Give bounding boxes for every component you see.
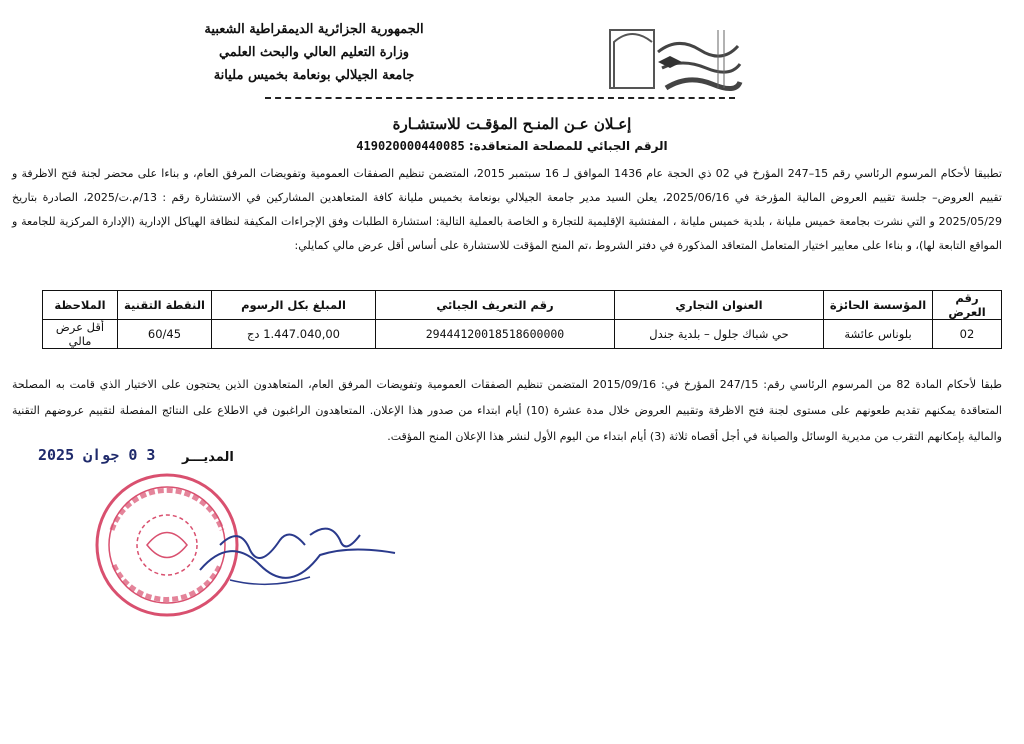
table-row [43, 320, 1002, 349]
table-header-row [43, 291, 1002, 320]
cell-tech-score: 60/45 [118, 320, 212, 349]
col-offer-no: رقم العرض [933, 291, 1002, 320]
university-line: جامعة الجيلالي بونعامة بخميس مليانة [213, 68, 415, 83]
date-stamp: 3 0 جوان 2025 [38, 446, 156, 464]
header-divider [265, 97, 735, 99]
col-tech-score: النقطة التقنية [118, 291, 212, 320]
handwritten-signature [190, 515, 400, 595]
republic-line: الجمهورية الجزائرية الديمقراطية الشعبية [204, 22, 424, 37]
col-tax-id: رقم التعريف الجبائي [376, 291, 615, 320]
col-note: الملاحظة [43, 291, 118, 320]
col-amount: المبلغ بكل الرسوم [212, 291, 376, 320]
ministry-header [164, 18, 464, 87]
cell-address: حي شباك جلول – بلدية جندل [615, 320, 824, 349]
announcement-title: إعـلان عـن المنـح المؤقـت للاستشـارة [392, 115, 632, 133]
ministry-line: وزارة التعليم العالي والبحث العلمي [218, 45, 410, 60]
service-tax-id [0, 139, 1024, 153]
director-label: المديـــر [182, 450, 234, 465]
appeal-paragraph: طبقا لأحكام المادة 82 من المرسوم الرئاسي رقم: 247/15 المؤرخ في: 2015/09/16 المتضمن تنظيم الصفقات العمومية وتفويضات المرفق العام، المتعاهدون الذين يحتجون على الاختيار الذي قامت به المصلحة المتعاقدة يمكنهم تقديم طعونهم على مستوى لجنة فتح الاظرفة وتقييم العروض خلال مدة عشرة (10) أيام ابتداء من صدور هذا الإعلان. المتعاهدون الراغبون في الاطلاع على النتائج المفصلة لتقييم عروضهم التقنية والمالية بإمكانهم التقرب من مديرية الوسائل والصيانة في أجل أقصاه ثلاثة (3) أيام ابتداء من اليوم الأول لنشر هذا الإعلان المنح المؤقت. [12, 378, 1002, 443]
tax-id-label: الرقم الجبائي للمصلحة المتعاقدة: [468, 139, 668, 153]
cell-offer-no: 02 [933, 320, 1002, 349]
university-logo [608, 22, 743, 94]
intro-paragraph: تطبيقا لأحكام المرسوم الرئاسي رقم 15–247 المؤرخ في 02 ذي الحجة عام 1436 الموافق لـ 16 سبتمبر 2015، المتضمن تنظيم الصفقات العمومية وتفويضات المرفق العام، و بناءا على محضر لجنة فتح الاظرفة و تقييم العروض– جلسة تقييم العروض المالية المؤرخة في 2025/06/16، يعلن السيد مدير جامعة الجيلالي بونعامة بخميس مليانة كافة المتعاهدين المشاركين في الاستشارة رقم : 13/م.ت/2025، الصادرة بتاريخ 2025/05/29 و التي نشرت بجامعة خميس مليانة ، بلدية خميس مليانة ، المفتشية الإقليمية للتجارة و الخاصة بالعملية التالية: استشارة الطلبات وفق الإجراءات المكيفة لنظافة الهياكل الإدارية (الإدارة المركزية للجامعة و المواقع التابعة لها)، و بناءا على معايير اختيار المتعامل المتعاقد المذكورة في دفتر الشروط ،تم المنح المؤقت للاستشارة على أساس أقل عرض مالي كمايلي: [12, 167, 1002, 252]
cell-tax-id: 29444120018518600000 [376, 320, 615, 349]
col-company: المؤسسة الحائزة [824, 291, 933, 320]
col-address: العنوان التجاري [615, 291, 824, 320]
cell-note: أقل عرض مالي [43, 320, 118, 349]
cell-amount: 1.447.040,00 دج [212, 320, 376, 349]
cell-company: بلوناس عائشة [824, 320, 933, 349]
provisional-award-table [42, 290, 1002, 349]
tax-id-value: 419020000440085 [356, 139, 465, 153]
